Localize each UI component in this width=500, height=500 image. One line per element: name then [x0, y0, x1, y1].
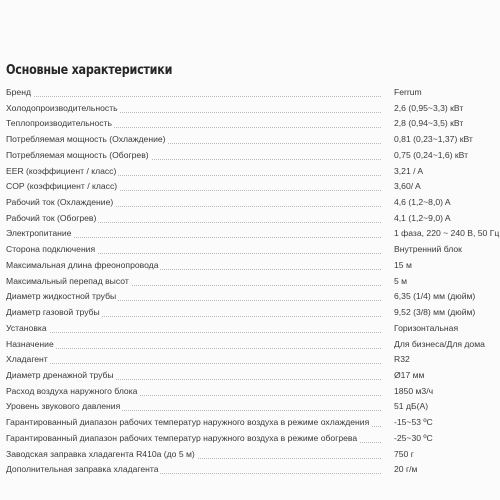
spec-label: Сторона подключения: [6, 244, 96, 255]
spec-value: Горизонтальная: [394, 322, 459, 333]
spec-label: Максимальная длина фреонопровода: [6, 259, 159, 270]
spec-row: [6, 383, 500, 399]
spec-value: 51 дБ(А): [394, 401, 429, 412]
spec-value: Ø17 мм: [394, 369, 425, 380]
spec-row: [6, 194, 500, 210]
section-title: Основные характеристики: [6, 63, 173, 78]
spec-row: [6, 288, 500, 304]
spec-row: [6, 461, 500, 477]
dotted-leader: [6, 332, 381, 333]
spec-label: Заводская заправка хладагента R410a (до 5 м): [6, 448, 195, 459]
spec-label: Электропитание: [6, 228, 72, 239]
spec-label: Диаметр жидкостной трубы: [6, 291, 117, 302]
dotted-leader: [6, 363, 381, 364]
spec-value: 3,21 / A: [394, 165, 424, 176]
spec-label: Холодопроизводительность: [6, 102, 118, 113]
spec-value: 4,1 (1,2~9,0) A: [394, 212, 451, 223]
spec-label: Установка: [6, 322, 47, 333]
spec-value: 20 г/м: [394, 464, 418, 475]
spec-row: [6, 210, 500, 226]
spec-row: [6, 273, 500, 289]
dotted-leader: [6, 96, 381, 97]
spec-label: Гарантированный диапазон рабочих температур наружного воздуха в режиме обогрева: [6, 432, 358, 443]
spec-row: [6, 446, 500, 462]
spec-row: [6, 351, 500, 367]
spec-row: [6, 241, 500, 257]
spec-row: [6, 336, 500, 352]
spec-value: -25~30 ºC: [394, 432, 433, 443]
spec-row: [6, 367, 500, 383]
spec-value: Внутренний блок: [394, 244, 462, 255]
spec-row: [6, 430, 500, 446]
spec-value: 750 г: [394, 448, 414, 459]
spec-label: Рабочий ток (Обогрев): [6, 212, 97, 223]
spec-value: 0,81 (0,23~1,37) кВт: [394, 134, 473, 145]
spec-label: COP (коэффициент / класс): [6, 181, 118, 192]
spec-value: 4,6 (1,2~8,0) A: [394, 197, 451, 208]
spec-row: [6, 414, 500, 430]
spec-value: 6,35 (1/4) мм (дюйм): [394, 291, 476, 302]
spec-label: Бренд: [6, 87, 31, 97]
spec-row: [6, 304, 500, 320]
spec-row: [6, 100, 500, 116]
spec-value: 1850 м3/ч: [394, 385, 434, 396]
spec-label: Дополнительная заправка хладагента: [6, 464, 159, 475]
spec-value: 9,52 (3/8) мм (дюйм): [394, 307, 476, 318]
spec-label: Максимальный перепад высот: [6, 275, 129, 286]
spec-label: Гарантированный диапазон рабочих температур наружного воздуха в режиме охлаждения: [6, 417, 370, 428]
spec-row: [6, 257, 500, 273]
spec-value: Для бизнеса/Для дома: [394, 338, 485, 349]
spec-value: 5 м: [394, 275, 408, 286]
spec-value: 0,75 (0,24~1,6) кВт: [394, 149, 469, 160]
spec-label: Потребляемая мощность (Обогрев): [6, 149, 149, 160]
spec-label: Потребляемая мощность (Охлаждение): [6, 134, 166, 145]
spec-value: R32: [394, 354, 410, 365]
spec-label: Диаметр газовой трубы: [6, 307, 100, 318]
spec-value: 1 фаза, 220 ~ 240 В, 50 Гц: [394, 228, 500, 239]
spec-label: Расход воздуха наружного блока: [6, 385, 138, 396]
spec-value: 15 м: [394, 259, 412, 270]
spec-row: [6, 147, 500, 163]
spec-value: 3,60/ A: [394, 181, 421, 192]
spec-list: [6, 84, 500, 477]
spec-value: Ferrum: [394, 87, 422, 97]
spec-row: [6, 131, 500, 147]
spec-row: [6, 398, 500, 414]
spec-label: Диаметр дренажной трубы: [6, 369, 114, 380]
spec-value: -15~53 ºC: [394, 417, 433, 428]
spec-row: [6, 115, 500, 131]
spec-label: EER (коэффициент / класс): [6, 165, 117, 176]
spec-row: [6, 84, 500, 100]
spec-label: Назначение: [6, 338, 54, 349]
spec-label: Уровень звукового давления: [6, 401, 121, 412]
spec-label: Рабочий ток (Охлаждение): [6, 197, 114, 208]
spec-label: Теплопроизводительность: [6, 118, 112, 129]
dotted-leader: [6, 348, 381, 349]
spec-label: Хладагент: [6, 354, 48, 365]
spec-row: [6, 178, 500, 194]
spec-value: 2,6 (0,95~3,3) кВт: [394, 102, 464, 113]
spec-value: 2,8 (0,94~3,5) кВт: [394, 118, 464, 129]
spec-row: [6, 225, 500, 241]
spec-row: [6, 320, 500, 336]
spec-row: [6, 163, 500, 179]
